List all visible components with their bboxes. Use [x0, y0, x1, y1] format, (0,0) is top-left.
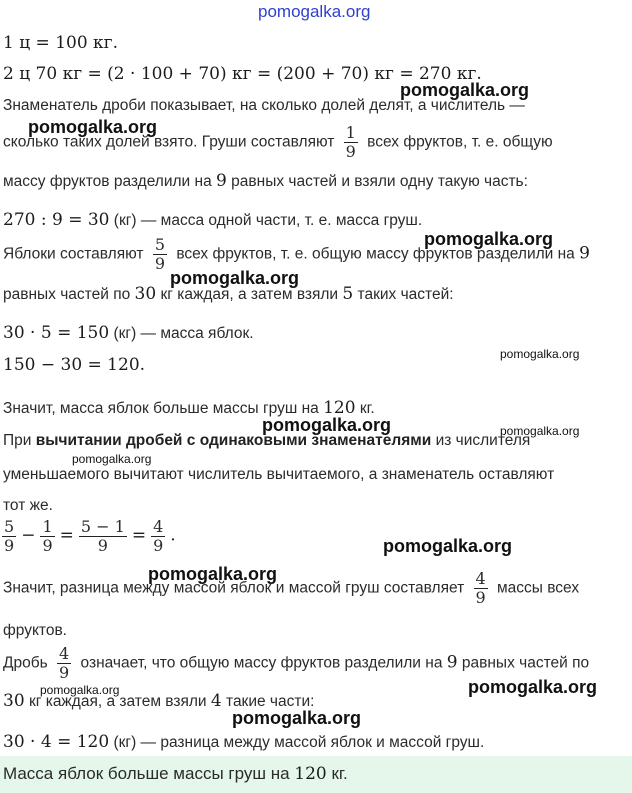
number: 30 — [3, 691, 25, 711]
number: 30 — [134, 284, 157, 304]
text: Яблоки составляют — [3, 245, 144, 263]
text-line — [3, 645, 589, 682]
watermark: pomogalka.org — [500, 424, 580, 438]
watermark: pomogalka.org — [170, 268, 300, 288]
text: (кг) — разница между массой яблок и массой груш. — [113, 734, 485, 751]
watermark-top: pomogalka.org — [258, 2, 371, 21]
text: равных частей и взяли одну такую часть: — [231, 173, 528, 190]
watermark: pomogalka.org — [383, 536, 513, 556]
watermark: pomogalka.org — [148, 564, 278, 584]
numerator: 5 − 1 — [80, 517, 125, 536]
text: кг. — [331, 764, 348, 783]
fraction — [151, 518, 165, 555]
text-line — [3, 570, 579, 607]
text-line: уменьшаемого вычитают числитель вычитаемого, а знаменатель оставляют — [3, 466, 555, 483]
text-line — [3, 432, 530, 450]
text: Дробь — [3, 654, 48, 672]
numerator: 1 — [345, 123, 356, 142]
text: кг. — [359, 400, 375, 417]
equals-sign: = — [131, 525, 147, 546]
text-line — [3, 210, 422, 230]
text: всех фруктов, т. е. общую — [367, 133, 553, 151]
watermark: pomogalka.org — [72, 452, 152, 466]
text: (кг) — масса яблок. — [113, 325, 254, 342]
denominator: 9 — [475, 588, 486, 607]
text-line — [3, 323, 254, 343]
text: Значит, масса яблок больше массы груш на — [3, 400, 319, 417]
numerator: 5 — [4, 517, 15, 536]
answer-text — [3, 764, 348, 784]
text: такие части: — [226, 693, 315, 710]
watermark: pomogalka.org — [262, 415, 392, 435]
fraction — [57, 645, 71, 682]
text-line — [3, 284, 454, 304]
number: 5 — [342, 284, 354, 304]
text-line — [3, 732, 484, 752]
text-line: 2 ц 70 кг = (2 · 100 + 70) кг = (200 + 70) кг = 270 кг. — [3, 64, 482, 84]
text: (кг) — масса одной части, т. е. масса груш. — [113, 212, 423, 229]
text: массы всех — [497, 579, 580, 597]
denominator: 9 — [4, 536, 15, 555]
watermark: pomogalka.org — [424, 229, 554, 249]
text: При — [3, 432, 32, 449]
denominator: 9 — [42, 536, 53, 555]
text: равных частей по — [461, 654, 590, 672]
formula: 270 : 9 = 30 — [3, 210, 110, 230]
number: 120 — [323, 398, 356, 418]
text: равных частей по — [3, 286, 131, 303]
denominator: 9 — [97, 536, 108, 555]
fraction — [2, 518, 16, 555]
formula: 30 · 4 = 120 — [3, 732, 110, 752]
text: всех фруктов, т. е. общую массу фруктов разделили на — [176, 245, 575, 263]
fraction — [474, 570, 488, 607]
equals-sign: = — [59, 525, 74, 546]
watermark: pomogalka.org — [468, 677, 598, 697]
text: сколько таких долей взято. Груши составляют — [3, 133, 335, 151]
watermark: pomogalka.org — [232, 708, 362, 728]
number: 9 — [216, 171, 227, 191]
text-line: фруктов. — [3, 622, 67, 639]
watermark: pomogalka.org — [400, 80, 530, 100]
text: массу фруктов разделили на — [3, 173, 212, 190]
text: кг каждая, а затем взяли — [160, 286, 339, 303]
text-line: Знаменатель дроби показывает, на сколько долей делят, а числитель — — [3, 97, 525, 114]
fraction — [344, 124, 358, 161]
text-line — [3, 691, 314, 711]
text: из числителя — [435, 432, 531, 449]
numerator: 4 — [153, 517, 164, 536]
text: кг каждая, а затем взяли — [28, 693, 207, 710]
number: 120 — [294, 764, 327, 784]
text: Значит, разница между массой яблок и массой груш составляет — [3, 579, 465, 597]
numerator: 1 — [42, 517, 53, 536]
fraction — [153, 236, 167, 273]
fraction-equation — [0, 518, 176, 555]
number: 9 — [579, 243, 590, 264]
text-line — [3, 236, 590, 273]
text-line — [3, 398, 375, 418]
text-line — [3, 171, 528, 191]
text-line: 1 ц = 100 кг. — [3, 33, 118, 53]
fraction — [79, 518, 127, 555]
watermark: pomogalka.org — [28, 117, 158, 137]
denominator: 9 — [345, 142, 356, 161]
formula: 30 · 5 = 150 — [3, 323, 110, 343]
denominator: 9 — [59, 663, 70, 682]
minus-sign: − — [21, 525, 36, 546]
text: Масса яблок больше массы груш на — [3, 764, 290, 783]
denominator: 9 — [153, 536, 164, 555]
text-line: 150 − 30 = 120. — [3, 355, 146, 375]
numerator: 4 — [475, 569, 486, 588]
text: означает, что общую массу фруктов разделили на — [80, 654, 443, 672]
fraction — [40, 518, 54, 555]
text-line — [3, 124, 553, 161]
period: . — [170, 525, 176, 546]
numerator: 4 — [59, 644, 70, 663]
bold-term: вычитании дробей с одинаковыми знаменателями — [35, 432, 432, 449]
denominator: 9 — [154, 254, 165, 273]
watermark: pomogalka.org — [40, 683, 120, 697]
answer-box — [0, 756, 632, 793]
text: таких частей: — [357, 286, 454, 303]
watermark: pomogalka.org — [500, 347, 580, 361]
number: 9 — [446, 652, 458, 673]
numerator: 5 — [154, 235, 165, 254]
number: 4 — [210, 691, 222, 711]
text-line: тот же. — [3, 497, 53, 514]
